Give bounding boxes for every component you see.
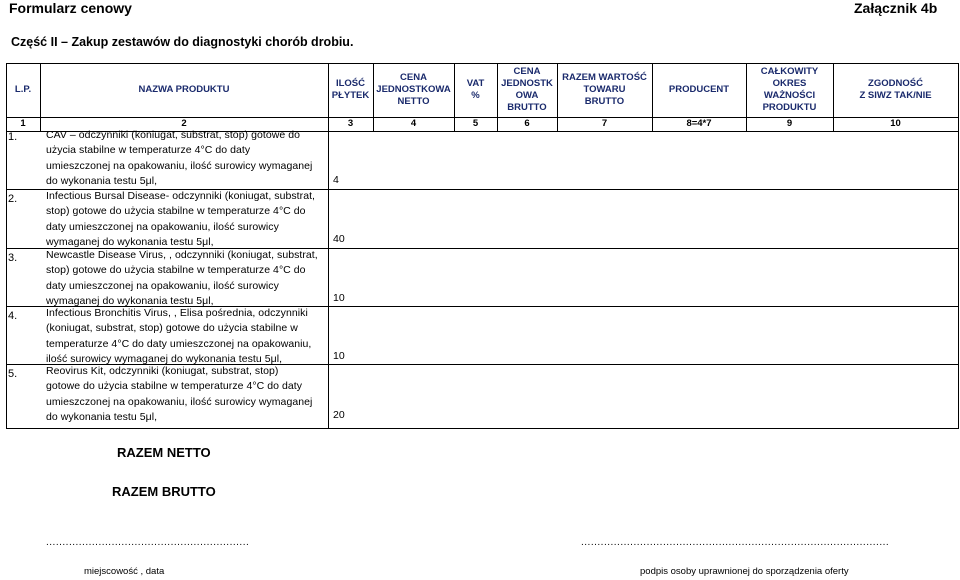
header-quantity: ILOŚĆ PŁYTEK xyxy=(331,78,370,101)
description-line: stop) gotowe do użycia stabilne w temperaturze 4°C do xyxy=(46,264,306,277)
header-unit-price-net: CENA JEDNOSTKOWA NETTO xyxy=(376,72,451,107)
quantity-value: 4 xyxy=(333,174,339,186)
product-description xyxy=(46,189,328,250)
form-title: Formularz cenowy xyxy=(9,0,132,16)
row-number: 3. xyxy=(8,252,18,264)
header-product-name: NAZWA PRODUKTU xyxy=(138,84,230,95)
column-number: 10 xyxy=(890,118,901,129)
place-date-dotted-line: .............................................................. xyxy=(46,537,250,548)
column-number: 9 xyxy=(786,118,793,129)
description-line: wymaganej do wykonania testu 5μl, xyxy=(46,294,214,307)
description-line: Reovirus Kit, odczynniki (koniugat, substrat, stop) xyxy=(46,365,279,377)
column-number: 8=4*7 xyxy=(686,118,712,129)
header-lp: L.P. xyxy=(14,84,32,95)
column-number: 1 xyxy=(20,118,26,129)
description-line: Infectious Bursal Disease- odczynniki (koniugat, substrat, xyxy=(46,190,316,202)
quantity-value: 20 xyxy=(333,409,345,421)
quantity-value: 10 xyxy=(333,350,345,362)
description-line: daty umieszczonej na opakowaniu, ilość surowicy xyxy=(46,220,279,233)
attachment-label: Załącznik 4b xyxy=(854,0,938,16)
description-line: umieszczonej na opakowaniu, ilość surowicy wymaganej xyxy=(46,395,313,408)
quantity-value: 10 xyxy=(333,292,345,304)
description-line: Newcastle Disease Virus, , odczynniki (koniugat, substrat, xyxy=(46,249,318,261)
description-line: stop) gotowe do użycia stabilne w temperaturze 4°C do xyxy=(46,205,306,218)
header-producer: PRODUCENT xyxy=(668,84,730,95)
description-line: do wykonania testu 5μl, xyxy=(46,174,158,187)
header-expiry: CAŁKOWITY OKRES WAŻNOŚCI PRODUKTU xyxy=(760,66,819,113)
column-number: 3 xyxy=(347,118,354,129)
description-line: (koniugat, substrat, stop) gotowe do użycia stabilne w xyxy=(46,322,298,335)
row-number: 1. xyxy=(8,131,18,143)
row-number: 2. xyxy=(8,193,18,205)
product-description xyxy=(46,306,328,367)
signature-dotted-line: .............................................................................................. xyxy=(581,537,890,548)
header-total-gross: RAZEM WARTOŚĆ TOWARU BRUTTO xyxy=(562,72,647,107)
header-vat: VAT % xyxy=(466,78,485,101)
signature-caption: podpis osoby uprawnionej do sporządzenia oferty xyxy=(640,566,849,577)
description-line: daty umieszczonej na opakowaniu, ilość surowicy xyxy=(46,279,279,292)
total-gross-label: RAZEM BRUTTO xyxy=(112,484,216,499)
row-number: 5. xyxy=(8,368,18,380)
quantity-value: 40 xyxy=(333,233,345,245)
place-date-caption: miejscowość , data xyxy=(84,566,165,577)
description-line: użycia stabilne w temperaturze 4°C do daty xyxy=(46,144,251,157)
row-number: 4. xyxy=(8,310,18,322)
product-description xyxy=(46,128,328,189)
column-number: 4 xyxy=(410,118,417,129)
product-description xyxy=(46,248,328,309)
header-unit-price-gross: CENA JEDNOSTK OWA BRUTTO xyxy=(501,66,553,113)
product-description xyxy=(46,364,328,425)
description-line: gotowe do użycia stabilne w temperaturze 4°C do daty xyxy=(46,380,303,393)
description-line: umieszczonej na opakowaniu, ilość surowicy wymaganej xyxy=(46,159,313,172)
column-number: 2 xyxy=(181,118,187,129)
description-line: do wykonania testu 5μl, xyxy=(46,410,158,423)
description-line: wymaganej do wykonania testu 5μl, xyxy=(46,235,214,248)
column-number: 6 xyxy=(524,118,530,129)
description-line: CAV – odczynniki (koniugat, substrat, stop) gotowe do xyxy=(46,129,301,141)
column-number: 7 xyxy=(601,118,608,129)
description-line: Infectious Bronchitis Virus, , Elisa pośrednia, odczynniki xyxy=(46,307,308,319)
description-line: ilość surowicy wymaganej do wykonania testu 5μl, xyxy=(46,352,283,365)
column-number: 5 xyxy=(472,118,479,129)
header-compliance: ZGODNOŚĆ Z SIWZ TAK/NIE xyxy=(859,78,932,101)
total-net-label: RAZEM NETTO xyxy=(117,445,211,460)
part-title: Część II – Zakup zestawów do diagnostyki chorób drobiu. xyxy=(11,35,354,49)
description-line: temperaturze 4°C do daty umieszczonej na opakowaniu, xyxy=(46,337,312,350)
